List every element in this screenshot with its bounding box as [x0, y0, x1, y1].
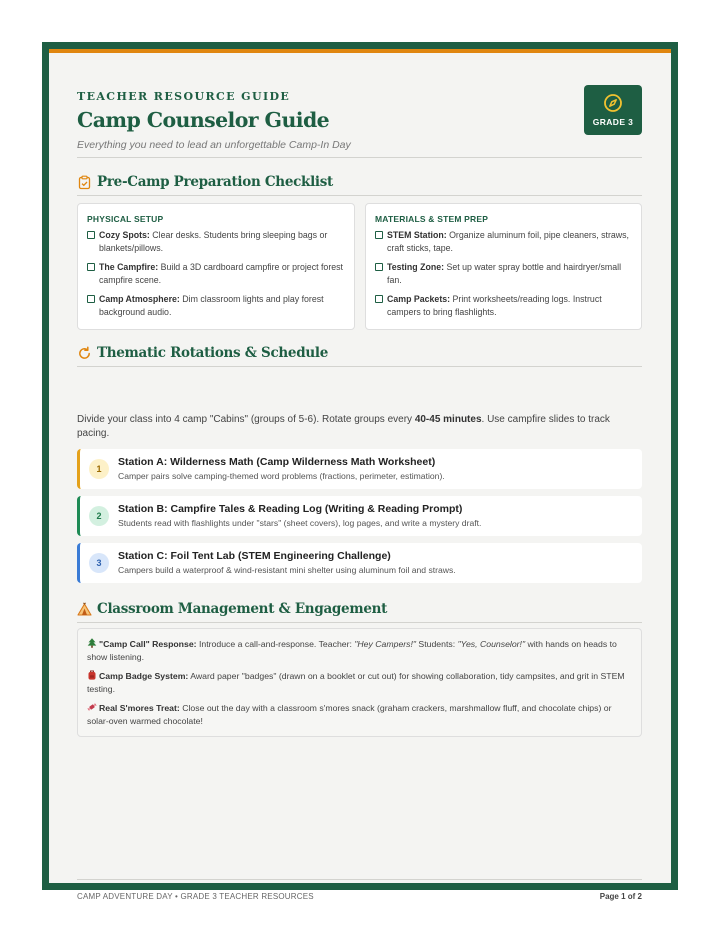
page-subtitle: Everything you need to lead an unforgettable Camp-In Day: [77, 139, 351, 151]
page-number: Page 1 of 2: [599, 892, 642, 901]
station-a-card: [77, 449, 642, 489]
item-text: Print worksheets/reading logs. Instruct campers to bring flashlights.: [387, 294, 602, 317]
checkbox[interactable]: [87, 263, 95, 271]
checklist-item[interactable]: [87, 229, 346, 255]
station-number: 1: [89, 459, 109, 479]
pine-tree-icon: [87, 638, 97, 648]
checkbox[interactable]: [375, 263, 383, 271]
item-text: Set up water spray bottle and hairdryer/small fan.: [387, 262, 622, 285]
card-heading: PHYSICAL SETUP: [87, 214, 164, 224]
physical-setup-card: [77, 203, 355, 330]
item-text: Introduce a call-and-response. Teacher:: [198, 639, 355, 649]
materials-stem-card: [365, 203, 642, 330]
item-label: Real S'mores Treat:: [99, 703, 180, 713]
station-title: Station C: Foil Tent Lab (STEM Engineering Challenge): [118, 550, 391, 562]
clipboard-icon: [77, 175, 92, 190]
checklist-item[interactable]: [375, 229, 633, 255]
intro-duration: 40-45 minutes: [414, 414, 482, 425]
management-title: Classroom Management & Engagement: [97, 601, 388, 617]
item-label: Cozy Spots:: [99, 230, 150, 240]
checklist-section-header: [77, 174, 333, 190]
candy-icon: [87, 702, 97, 712]
page-frame: [42, 42, 678, 901]
card-heading: MATERIALS & STEM PREP: [375, 214, 489, 224]
management-item: [87, 670, 632, 696]
rotate-icon: [77, 346, 92, 361]
station-desc: Camper pairs solve camping-themed word problems (fractions, perimeter, estimation).: [118, 471, 445, 481]
eyebrow-label: TEACHER RESOURCE GUIDE: [77, 90, 291, 103]
item-label: Testing Zone:: [387, 262, 445, 272]
checklist-item[interactable]: [87, 293, 346, 319]
checkbox[interactable]: [375, 295, 383, 303]
rotations-divider: [77, 366, 642, 367]
page-title: Camp Counselor Guide: [77, 108, 330, 132]
grade-badge: [584, 85, 642, 135]
checkbox[interactable]: [87, 231, 95, 239]
item-text: Students:: [416, 639, 458, 649]
item-label: "Camp Call" Response:: [99, 639, 197, 649]
item-text: Build a 3D cardboard campfire or project forest campfire scene.: [99, 262, 343, 285]
checkbox[interactable]: [375, 231, 383, 239]
tent-icon: [77, 602, 92, 617]
station-number: 3: [89, 553, 109, 573]
management-section-header: [77, 601, 387, 617]
grade-label: GRADE 3: [592, 117, 634, 127]
backpack-icon: [87, 670, 97, 680]
rotations-intro: [77, 413, 642, 441]
station-title: Station B: Campfire Tales & Reading Log (Writing & Reading Prompt): [118, 503, 463, 515]
item-label: STEM Station:: [387, 230, 447, 240]
page: [49, 49, 671, 901]
checklist-title: Pre-Camp Preparation Checklist: [97, 174, 333, 190]
management-divider: [77, 622, 642, 623]
rotations-title: Thematic Rotations & Schedule: [97, 345, 328, 361]
intro-text-end: . Use campfire slides to track pacing.: [77, 414, 610, 439]
item-text: Clear desks. Students bring sleeping bags or blankets/pillows.: [99, 230, 328, 253]
station-c-card: [77, 543, 642, 583]
checkbox[interactable]: [87, 295, 95, 303]
page-content: [77, 53, 642, 901]
header-divider: [77, 157, 642, 158]
station-desc: Students read with flashlights under "stars" (sheet covers), log pages, and write a mystery draft.: [118, 518, 482, 528]
station-title: Station A: Wilderness Math (Camp Wilderness Math Worksheet): [118, 456, 436, 468]
checklist-item[interactable]: [375, 293, 633, 319]
management-box: [77, 628, 642, 737]
student-quote: "Yes, Counselor!": [457, 639, 526, 649]
item-text: Close out the day with a classroom s'mores snack (graham crackers, marshmallow fluff, and chocolate chips) or solar-oven warmed chocolate!: [87, 703, 612, 726]
footer-label: CAMP ADVENTURE DAY • GRADE 3 TEACHER RESOURCES: [77, 892, 314, 901]
item-label: Camp Atmosphere:: [99, 294, 180, 304]
compass-icon: [603, 93, 623, 113]
checklist-item[interactable]: [375, 261, 633, 287]
management-item: [87, 638, 632, 664]
station-desc: Campers build a waterproof & wind-resistant mini shelter using aluminum foil and straws.: [118, 565, 456, 575]
checklist-divider: [77, 195, 642, 196]
management-item: [87, 702, 632, 728]
item-label: Camp Packets:: [387, 294, 451, 304]
teacher-quote: "Hey Campers!": [354, 639, 417, 649]
item-text: Organize aluminum foil, pipe cleaners, straws, craft sticks, tape.: [387, 230, 630, 253]
item-text: Dim classroom lights and play forest background audio.: [99, 294, 324, 317]
item-text: with hands on heads to show listening.: [87, 639, 617, 662]
item-text: Award paper "badges" (drawn on a booklet or cut out) for showing collaboration, tidy campsites, and grit in STEM testing.: [87, 671, 625, 694]
intro-text: Divide your class into 4 camp "Cabins" (groups of 5-6). Rotate groups every: [77, 414, 415, 425]
footer-divider: [77, 879, 642, 880]
item-label: Camp Badge System:: [99, 671, 189, 681]
station-number: 2: [89, 506, 109, 526]
station-b-card: [77, 496, 642, 536]
item-label: The Campfire:: [99, 262, 159, 272]
checklist-item[interactable]: [87, 261, 346, 287]
rotations-section-header: [77, 345, 328, 361]
